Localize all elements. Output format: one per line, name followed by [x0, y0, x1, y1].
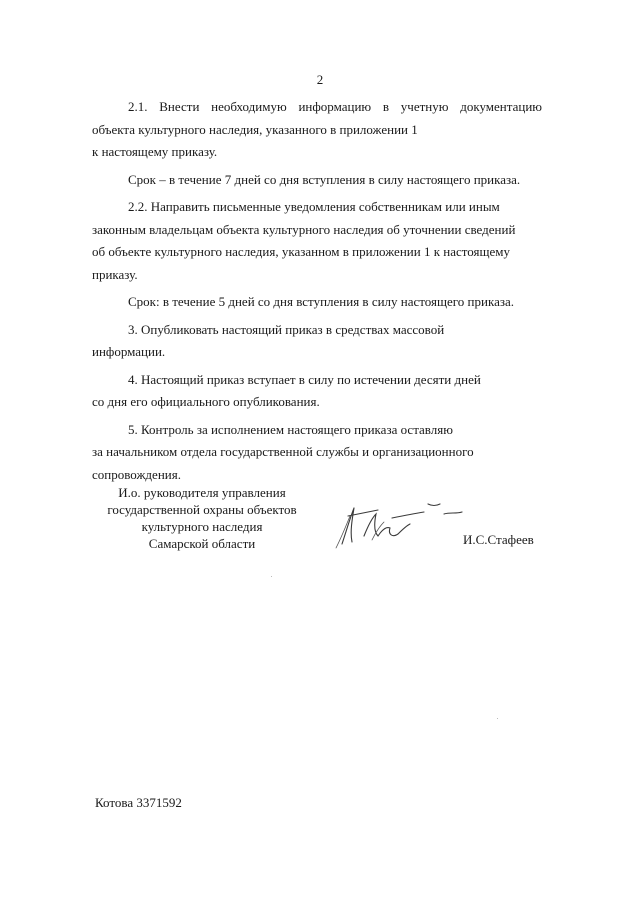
text-line: [92, 96, 542, 119]
text-line: объекта культурного наследия, указанного в приложении 1: [92, 121, 418, 137]
text-line: к настоящему приказу.: [92, 144, 218, 159]
paragraph-3: [92, 319, 542, 364]
text-line: 2.2. Направить письменные уведомления собственникам или иным: [128, 199, 500, 214]
signatory-title-line: Самарской области: [148, 536, 256, 551]
text-line: об объекте культурного наследия, указанном в приложении 1 к настоящему: [92, 244, 510, 259]
text-line: за начальником отдела государственной службы и организационного: [92, 444, 474, 459]
text-line: сопровождения.: [92, 466, 181, 482]
paragraph-2-1: [92, 96, 542, 164]
handwritten-signature: [332, 496, 467, 556]
paragraph-4: [92, 369, 542, 414]
text-line: приказу.: [92, 266, 138, 282]
scan-speck: [271, 576, 272, 577]
signatory-title-line: И.о. руководителя управления: [118, 485, 286, 500]
deadline-2-2: Срок: в течение 5 дней со дня вступления в силу настоящего приказа.: [128, 294, 515, 309]
text-line: со дня его официального опубликования.: [92, 394, 320, 409]
text-line: 5. Контроль за исполнением настоящего приказа оставляю: [128, 421, 453, 437]
word: 2.1.: [128, 99, 148, 114]
signatory-title: [100, 484, 304, 552]
word: в: [382, 99, 390, 114]
word: необходимую: [211, 99, 287, 114]
deadline-2-1: Срок – в течение 7 дней со дня вступления в силу настоящего приказа.: [128, 171, 521, 187]
document-body: [92, 96, 542, 486]
signatory-title-line: культурного наследия: [141, 519, 263, 534]
scan-speck: [497, 718, 498, 719]
word: информацию: [298, 99, 372, 114]
text-line: 3. Опубликовать настоящий приказ в средствах массовой: [128, 321, 445, 337]
paragraph-2-2: [92, 196, 542, 286]
word: Внести: [159, 99, 200, 114]
text-line: информации.: [92, 344, 166, 359]
text-line: 4. Настоящий приказ вступает в силу по истечении десяти дней: [128, 371, 481, 387]
signatory-name: И.С.Стафеев: [463, 532, 534, 547]
executor-info: Котова 3371592: [95, 795, 182, 810]
word: учетную: [400, 99, 449, 114]
text-line: законным владельцам объекта культурного наследия об уточнении сведений: [92, 221, 516, 237]
signatory-title-line: государственной охраны объектов: [107, 502, 297, 517]
page-number: 2: [316, 72, 324, 87]
word: документацию: [460, 99, 542, 114]
paragraph-5: [92, 419, 542, 487]
